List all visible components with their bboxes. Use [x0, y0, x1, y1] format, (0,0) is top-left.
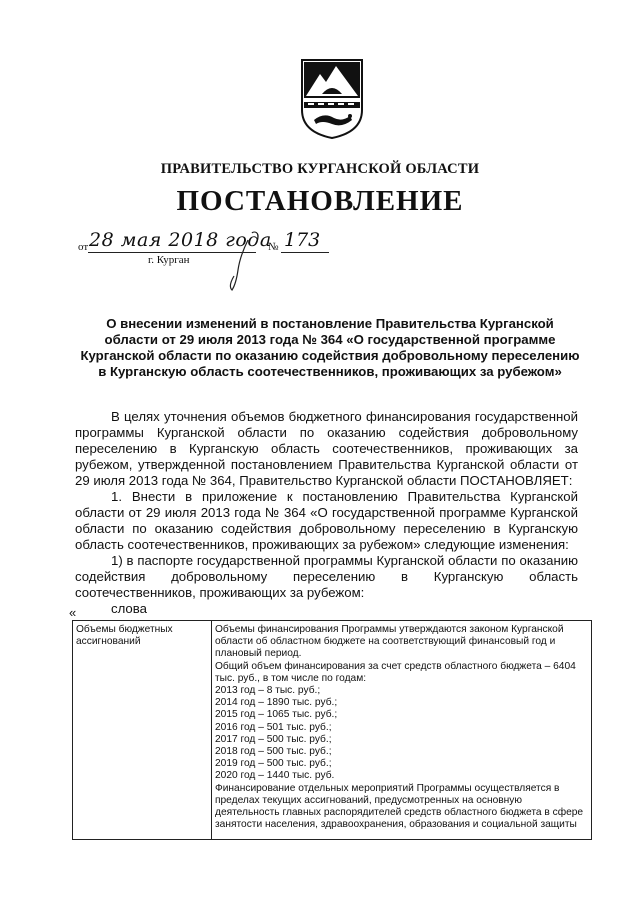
city-label: г. Курган [148, 254, 190, 266]
year-line: 2019 год – 500 тыс. руб.; [215, 758, 332, 770]
table-cell-label: Объемы бюджетных ассигнований [73, 621, 212, 840]
year-line: 2013 год – 8 тыс. руб.; [215, 685, 321, 697]
body-paragraph: 1. Внести в приложение к постановлению Правительства Курганской области от 29 июля 2013 года № 364 «О государственной программе Курганской области по оказанию содействия добровольному переселению в Курганскую область соотечественников, проживающих за рубежом» следующие изменения: [75, 489, 578, 552]
year-line: 2017 год – 500 тыс. руб.; [215, 733, 332, 745]
table-row [73, 621, 592, 840]
document-type-title: ПОСТАНОВЛЕНИЕ [176, 185, 464, 217]
table-cell-content [212, 621, 592, 840]
handwritten-number: 173 [284, 229, 321, 251]
document-subject: О внесении изменений в постановление Правительства Курганской области от 29 июля 2013 года № 364 «О государственной программе Курганской области по оказанию содействия добровольному переселению в Курганскую область соотечественников, проживающих за рубежом» [80, 316, 580, 379]
year-line: 2016 год – 501 тыс. руб.; [215, 721, 332, 733]
from-label: от [78, 241, 89, 253]
year-line: 2014 год – 1890 тыс. руб.; [215, 697, 338, 709]
year-line: 2020 год – 1440 тыс. руб. [215, 770, 335, 782]
handwritten-stroke [218, 236, 258, 292]
year-line: 2015 год – 1065 тыс. руб.; [215, 709, 338, 721]
year-line: 2018 год – 500 тыс. руб.; [215, 746, 332, 758]
government-heading: ПРАВИТЕЛЬСТВО КУРГАНСКОЙ ОБЛАСТИ [160, 161, 480, 177]
handwritten-date: 28 мая 2018 года [89, 229, 272, 251]
opening-quote-mark: « [69, 605, 77, 620]
funding-total: Общий объем финансирования за счет средств областного бюджета – 6404 тыс. руб., в том числе по годам: [215, 660, 576, 684]
funding-closing: Финансирование отдельных мероприятий Программы осуществляется в пределах текущих ассигнований, предусмотренных на основную деятельность главных распорядителей средств областного бюджета в сфере занятости населения, здравоохранения, образования и социальной защиты [215, 782, 584, 831]
funding-intro: Объемы финансирования Программы утверждаются законом Курганской области об областном бюджете на соответствующий финансовый год и плановый период. [215, 624, 564, 660]
document-body [75, 409, 578, 617]
body-paragraph: В целях уточнения объемов бюджетного финансирования государственной программы Курганской области по оказанию содействия добровольному переселению в Курганскую область соотечественников, проживающих за рубежом, утвержденной постановлением Правительства Курганской области от 29 июля 2013 года № 364, Правительство Курганской области ПОСТАНОВЛЯЕТ: [75, 409, 578, 488]
body-paragraph: слова [111, 601, 147, 616]
number-underline [281, 252, 329, 253]
budget-table [72, 620, 592, 840]
body-paragraph: 1) в паспорте государственной программы Курганской области по оказанию содействия добровольному переселению в Курганскую область соотечественников, проживающих за рубежом: [75, 553, 578, 600]
number-label: № [268, 241, 279, 253]
coat-of-arms-emblem [300, 58, 364, 140]
